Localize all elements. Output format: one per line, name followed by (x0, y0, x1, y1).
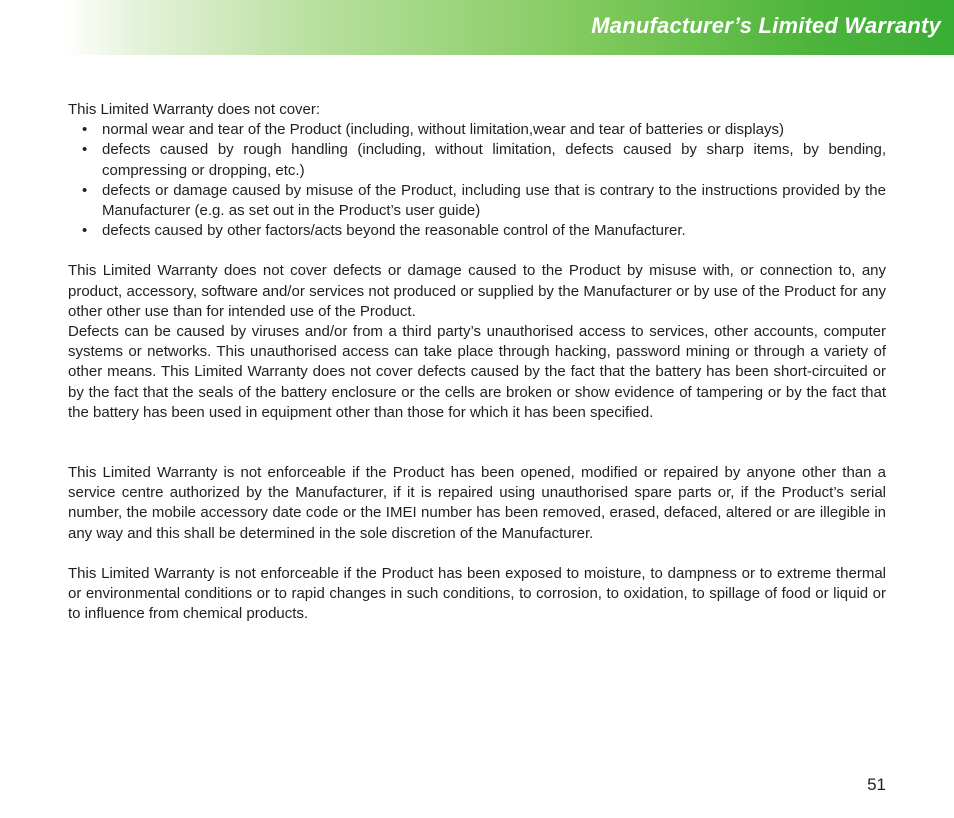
list-item-text: defects or damage caused by misuse of the Product, including use that is contrary to the instructions provided by the Manufacturer (e.g. as set out in the Product’s user guide) (102, 181, 886, 220)
bullet-icon: • (82, 121, 88, 139)
bullet-icon: • (82, 181, 88, 199)
bullet-icon: • (82, 222, 88, 240)
list-item (68, 181, 886, 221)
list-item (68, 221, 886, 241)
list-item-text: normal wear and tear of the Product (including, without limitation,wear and tear of batteries or displays) (102, 121, 785, 139)
paragraph-defects: Defects can be caused by viruses and/or from a third party’s unauthorised access to services, other accounts, computer systems or networks. This unauthorised access can take place through hacking, password mining or through a variety of other means. This Limited Warranty does not cover defects caused by the fact that the battery has been short-circuited or by the fact that the seals of the battery enclosure or the cells are broken or show evidence of tampering or by the fact that the battery has been used in equipment other than those for which it has been specified. (68, 323, 886, 421)
header-band (62, 0, 954, 55)
spacer (68, 544, 886, 564)
list-item (68, 120, 886, 140)
list-item (68, 140, 886, 180)
paragraph-moisture: This Limited Warranty is not enforceable if the Product has been exposed to moisture, to dampness or to extreme thermal or environmental conditions or to rapid changes in such conditions, to corrosion, to oxidation, to spillage of food or liquid or to influence from chemical products. (68, 564, 886, 623)
bullet-icon: • (82, 141, 88, 159)
spacer (68, 423, 886, 463)
exclusions-list (68, 120, 886, 241)
paragraph-opened: This Limited Warranty is not enforceable if the Product has been opened, modified or repaired by anyone other than a service centre authorized by the Manufacturer, if it is repaired using unauthorised spare parts or, if the Product’s serial number, the mobile accessory date code or the IMEI number has been removed, erased, defaced, altered or are illegible in any way and this shall be determined in the sole discretion of the Manufacturer. (68, 464, 886, 542)
list-item-text: defects caused by other factors/acts beyond the reasonable control of the Manufacturer. (102, 222, 686, 240)
warranty-body (68, 100, 886, 624)
intro-text: This Limited Warranty does not cover: (68, 101, 321, 118)
spacer (68, 241, 886, 261)
list-item-text: defects caused by rough handling (including, without limitation, defects caused by sharp items, by bending, compressing or dropping, etc.) (102, 141, 886, 179)
paragraph-misuse: This Limited Warranty does not cover defects or damage caused to the Product by misuse with, or connection to, any product, accessory, software and/or services not produced or supplied by the Manufacturer or by use of the Product for any other other use than for intended use of the Product. (68, 262, 886, 320)
page-title: Manufacturer’s Limited Warranty (591, 13, 941, 38)
page-number: 51 (867, 775, 886, 794)
